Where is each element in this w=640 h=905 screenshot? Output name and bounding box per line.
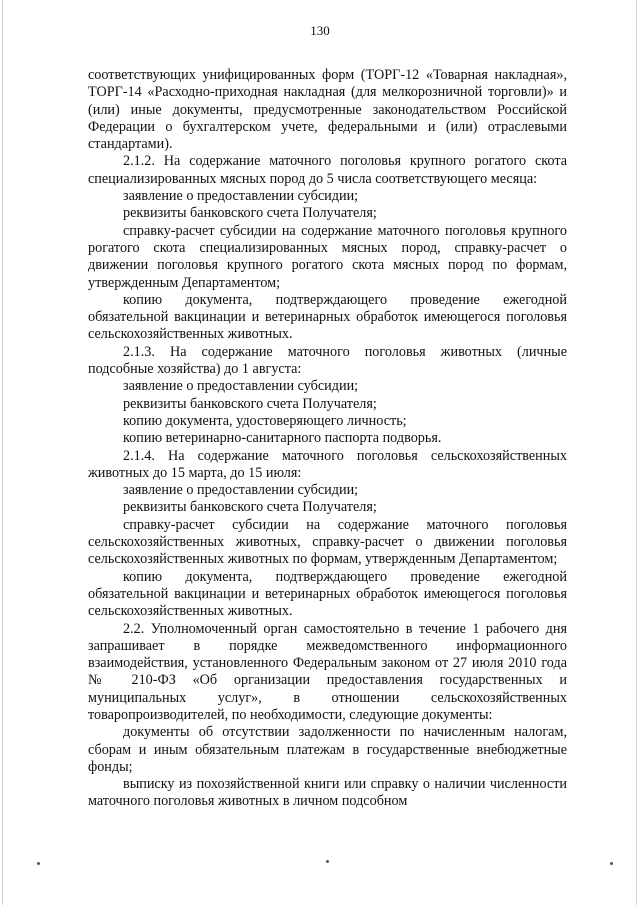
- paragraph: реквизиты банковского счета Получателя;: [123, 205, 377, 222]
- document-body: [88, 67, 567, 811]
- scan-speck: [37, 862, 40, 865]
- paragraph: выписку из похозяйственной книги или справку о наличии численности маточного поголовья животных в личном подсобном: [88, 776, 567, 810]
- paragraph: копию ветеринарно-санитарного паспорта подворья.: [123, 430, 442, 447]
- scan-speck: [326, 860, 329, 863]
- paragraph: документы об отсутствии задолженности по начисленным налогам, сборам и иным обязательным платежам в государственные внебюджетные фонды;: [88, 724, 567, 775]
- scan-edge-right: [636, 0, 637, 905]
- paragraph: заявление о предоставлении субсидии;: [123, 378, 359, 395]
- paragraph: 2.1.4. На содержание маточного поголовья сельскохозяйственных животных до 15 марта, до 15 июля:: [88, 447, 567, 481]
- paragraph: справку-расчет субсидии на содержание маточного поголовья крупного рогатого скота специализированных мясных пород, справку-расчет о движении поголовья крупного рогатого скота мясных пород по формам, утвержденным Департаментом;: [88, 222, 567, 291]
- paragraph: 2.1.3. На содержание маточного поголовья животных (личные подсобные хозяйства) до 1 августа:: [88, 343, 567, 378]
- paragraph: справку-расчет субсидии на содержание маточного поголовья сельскохозяйственных животных, справку-расчет о движении поголовья сельскохозяйственных животных по формам, утвержденным Департаментом;: [88, 516, 567, 568]
- paragraph: заявление о предоставлении субсидии;: [123, 482, 359, 499]
- paragraph: 2.1.2. На содержание маточного поголовья крупного рогатого скота специализированных мясных пород до 5 числа соответствующего месяца:: [88, 153, 567, 187]
- paragraph: соответствующих унифицированных форм (ТОРГ-12 «Товарная накладная», ТОРГ-14 «Расходно-приходная накладная (для мелкорозничной торговли)» и (или) иные документы, предусмотренные законодательством Российской Федерации о бухгалтерском учете, федеральными и (или) отраслевыми стандартами).: [88, 67, 567, 153]
- scan-edge-left: [2, 0, 3, 905]
- paragraph: копию документа, подтверждающего проведение ежегодной обязательной вакцинации и ветеринарных обработок имеющегося поголовья сельскохозяйственных животных.: [88, 568, 567, 620]
- paragraph: реквизиты банковского счета Получателя;: [123, 395, 377, 412]
- page-number: 130: [310, 23, 330, 38]
- paragraph: копию документа, подтверждающего проведение ежегодной обязательной вакцинации и ветеринарных обработок имеющегося поголовья сельскохозяйственных животных.: [88, 291, 567, 343]
- paragraph: заявление о предоставлении субсидии;: [123, 188, 359, 205]
- paragraph: реквизиты банковского счета Получателя;: [123, 499, 377, 516]
- paragraph: 2.2. Уполномоченный орган самостоятельно в течение 1 рабочего дня запрашивает в порядке межведомственного информационного взаимодействия, установленного Федеральным законом от 27 июля 2010 года № 210-ФЗ «Об организации предоставления государственных и муниципальных услуг», в отношении сельскохозяйственных товаропроизводителей, по необходимости, следующие документы:: [88, 620, 567, 723]
- paragraph: копию документа, удостоверяющего личность;: [123, 412, 407, 429]
- scan-speck: [610, 862, 613, 865]
